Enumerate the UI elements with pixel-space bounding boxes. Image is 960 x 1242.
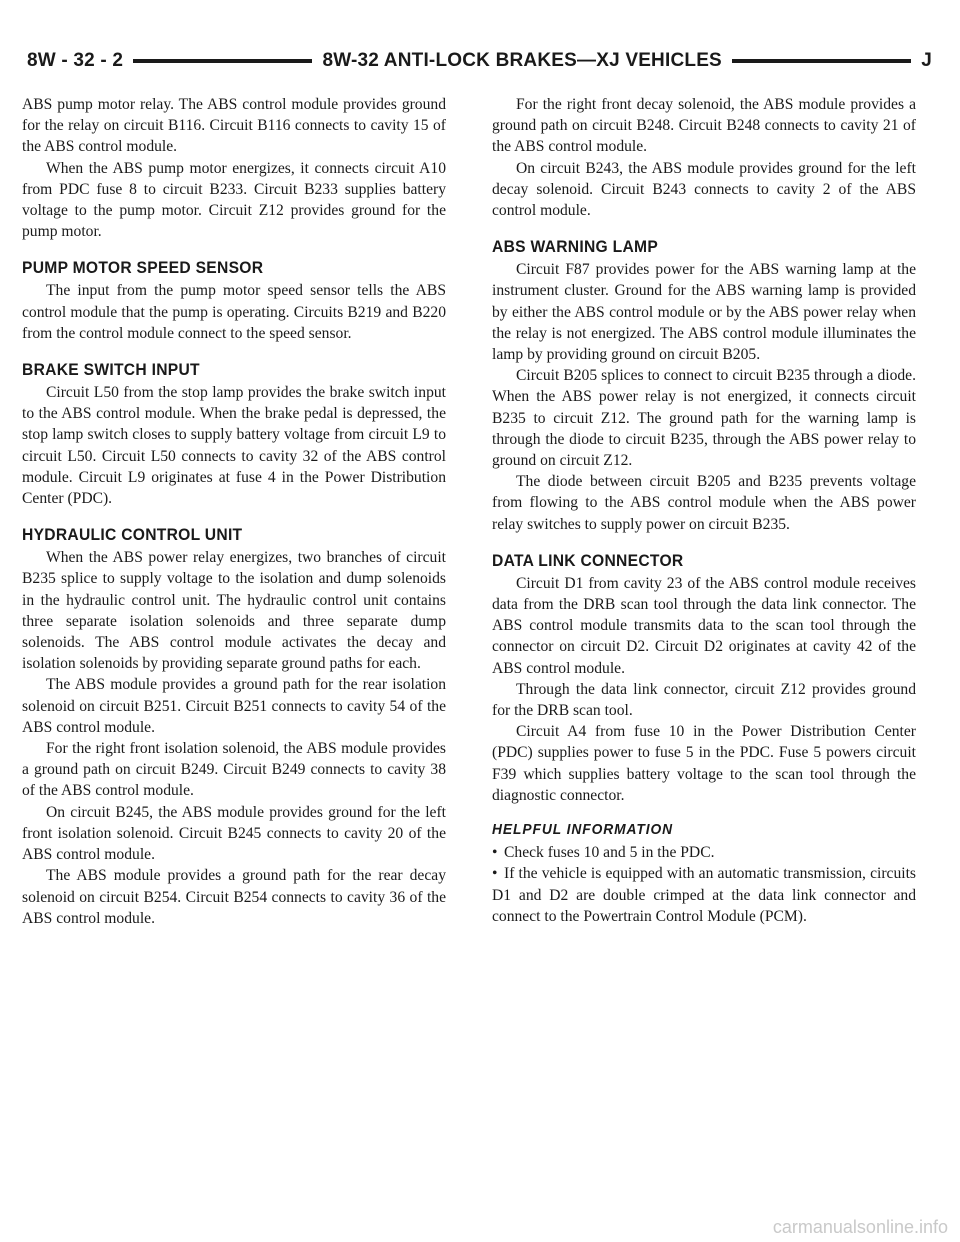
page-number: 8W - 32 - 2 — [27, 50, 124, 71]
page-header — [27, 46, 932, 76]
paragraph: Circuit D1 from cavity 23 of the ABS control module receives data from the DRB scan tool through the data link connector. The ABS control module transmits data to the scan tool through the connector on circuit D2. Circuit D2 originates at cavity 42 of the ABS control module. — [492, 574, 916, 677]
paragraph: For the right front decay solenoid, the ABS module provides a ground path on circuit B248. Circuit B248 connects to cavity 21 of the ABS control module. — [492, 96, 916, 156]
heading-abs-warning-lamp: ABS WARNING LAMP — [492, 237, 659, 257]
paragraph: For the right front isolation solenoid, the ABS module provides a ground path on circuit B249. Circuit B249 connects to cavity 38 of the ABS control module. — [22, 740, 446, 800]
bullet-icon: • — [492, 844, 498, 862]
bullet-item — [492, 842, 916, 863]
section-title: 8W-32 ANTI-LOCK BRAKES—XJ VEHICLES — [322, 50, 722, 71]
paragraph: Circuit F87 provides power for the ABS warning lamp at the instrument cluster. Ground for the ABS warning lamp is provided by either the ABS control module or by the ABS power relay when the relay is not energized. The ABS control module illuminates the lamp by providing ground on circuit B205. — [492, 261, 916, 364]
bullet-text: If the vehicle is equipped with an automatic transmission, circuits D1 and D2 are double crimped at the data link connector and connect to the Powertrain Control Module (PCM). — [492, 865, 916, 925]
paragraph: When the ABS pump motor energizes, it connects circuit A10 from PDC fuse 8 to circuit B233. Circuit B233 supplies battery voltage to the pump motor. Circuit Z12 provides ground for the pump motor. — [22, 159, 446, 241]
header-rule-left — [133, 59, 312, 63]
heading-data-link-connector: DATA LINK CONNECTOR — [492, 550, 684, 570]
paragraph: The ABS module provides a ground path for the rear decay solenoid on circuit B254. Circuit B254 connects to cavity 36 of the ABS control module. — [22, 867, 446, 927]
heading-brake-switch-input: BRAKE SWITCH INPUT — [22, 360, 200, 380]
left-column — [22, 94, 446, 929]
paragraph: Through the data link connector, circuit Z12 provides ground for the DRB scan tool. — [492, 680, 916, 720]
paragraph: Circuit B205 splices to connect to circuit B235 through a diode. When the ABS power relay is not energized, it connects circuit B235 to circuit Z12. The ground path for the warning lamp is through the diode to circuit B235, through the ABS power relay to ground on circuit Z12. — [492, 367, 916, 470]
heading-pump-motor-speed-sensor: PUMP MOTOR SPEED SENSOR — [22, 258, 264, 278]
paragraph: On circuit B245, the ABS module provides ground for the left front isolation solenoid. Circuit B245 connects to cavity 20 of the ABS control module. — [22, 803, 446, 864]
paragraph: The diode between circuit B205 and B235 prevents voltage from flowing to the ABS control module when the ABS power relay switches to supply power on circuit B235. — [492, 473, 916, 533]
bullet-icon: • — [492, 865, 498, 883]
paragraph: ABS pump motor relay. The ABS control module provides ground for the relay on circuit B116. Circuit B116 connects to cavity 15 of the ABS control module. — [22, 96, 446, 156]
vehicle-code: J — [921, 50, 932, 71]
bullet-item — [492, 863, 916, 927]
heading-hydraulic-control-unit: HYDRAULIC CONTROL UNIT — [22, 525, 243, 545]
paragraph: The input from the pump motor speed sensor tells the ABS control module that the pump is operating. Circuits B219 and B220 from the control module connect to the speed sensor. — [22, 282, 446, 342]
watermark: carmanualsonline.info — [772, 1217, 948, 1237]
paragraph: The ABS module provides a ground path for the rear isolation solenoid on circuit B251. Circuit B251 connects to cavity 54 of the ABS control module. — [22, 676, 446, 736]
paragraph: On circuit B243, the ABS module provides ground for the left decay solenoid. Circuit B243 connects to cavity 2 of the ABS control module. — [492, 159, 916, 220]
paragraph: Circuit L50 from the stop lamp provides the brake switch input to the ABS control module. When the brake pedal is depressed, the stop lamp switch closes to supply battery voltage from circuit L9 to circuit L50. Circuit L50 connects to cavity 32 of the ABS control module. Circuit L9 originates at fuse 4 in the Power Distribution Center (PDC). — [22, 384, 446, 508]
header-rule-right — [732, 59, 911, 63]
bullet-text: Check fuses 10 and 5 in the PDC. — [504, 844, 715, 862]
paragraph: Circuit A4 from fuse 10 in the Power Distribution Center (PDC) supplies power to fuse 5 in the PDC. Fuse 5 powers circuit F39 which supplies battery voltage to the scan tool through the diagnostic connector. — [492, 723, 916, 804]
right-column — [492, 94, 916, 927]
heading-helpful-information: HELPFUL INFORMATION — [492, 821, 674, 839]
paragraph: When the ABS power relay energizes, two branches of circuit B235 splice to supply voltage to the isolation and dump solenoids in the hydraulic control unit. The hydraulic control unit contains three separate isolation solenoids and three separate dump solenoids. The ABS control module activates the decay and isolation solenoids by providing separate ground paths for each. — [22, 549, 446, 673]
